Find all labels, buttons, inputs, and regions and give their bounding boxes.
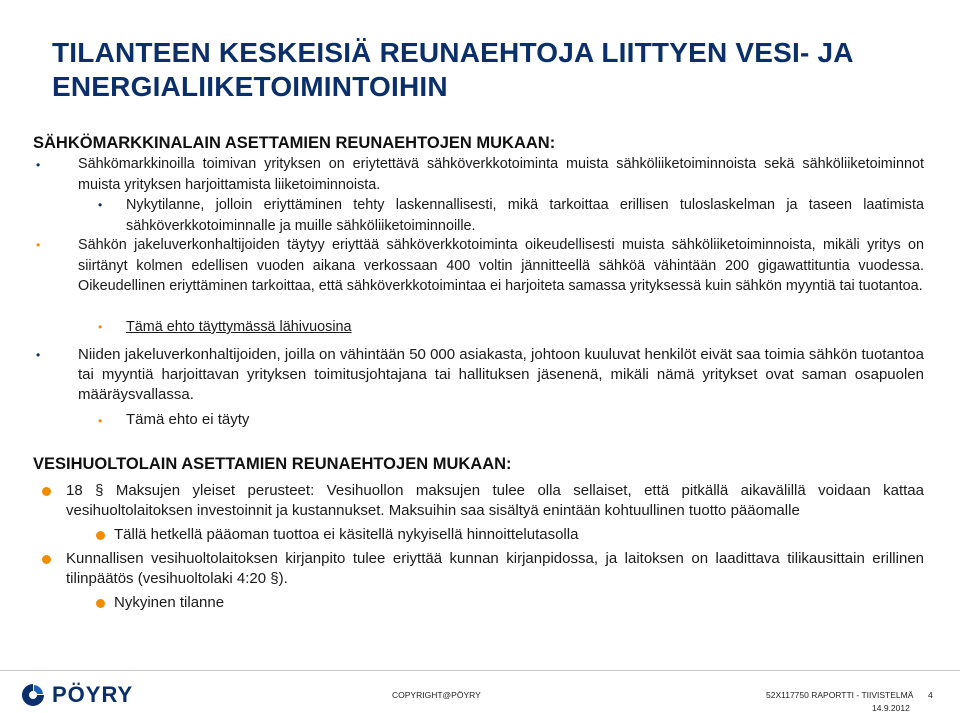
bullet-icon (42, 487, 51, 496)
paragraph-water-fees: 18 § Maksujen yleiset perusteet: Vesihuollon maksujen tulee olla sellaiset, että pitkällä aikavälillä voidaan kattaa vesihuoltolaitoksen investoinnit ja kustannukset. Maksuihin saa sisältyä enintään kohtuullinen tuotto pääomalle (66, 482, 924, 519)
paragraph-municipal-accounting: Kunnallisen vesihuoltolaitoksen kirjanpito tulee eriyttää kunnan kirjanpidossa, ja laitoksen on laadittava tilikausittain erillinen tilinpäätös (vesihuoltolaki 4:20 §). (66, 550, 924, 587)
section-heading-water: VESIHUOLTOLAIN ASETTAMIEN REUNAEHTOJEN MUKAAN: (33, 455, 512, 473)
paragraph-condition-near-future: Tämä ehto täyttymässä lähivuosina (126, 319, 352, 335)
paragraph-unbundling: Sähkömarkkinoilla toimivan yrityksen on eriytettävä sähköverkkotoiminta muista sähköliiketoiminnoista sekä sähköliiketoiminnot muista yrityksen harjoittamista liiketoiminnoista. (78, 156, 924, 193)
page-title: TILANTEEN KESKEISIÄ REUNAEHTOJA LIITTYEN VESI- JA ENERGIALIIKETOIMINTOIHIN (52, 37, 853, 102)
footer-date: 14.9.2012 (872, 703, 910, 713)
paragraph-condition-not-met: Tämä ehto ei täyty (126, 411, 250, 428)
bullet-icon: • (98, 198, 103, 212)
footer-copyright: COPYRIGHT@PÖYRY (392, 690, 481, 700)
paragraph-management-restrictions: Niiden jakeluverkonhaltijoiden, joilla on vähintään 50 000 asiakasta, johtoon kuuluvat henkilöt eivät saa toimia sähkön tuotantoa tai myyntiä harjoittavan yrityksen toimitusjohtajana tai hallituksen jäsenenä, mikäli nämä yritykset ovat saman osapuolen määräysvallassa. (78, 346, 924, 403)
logo-mark-icon (20, 682, 46, 708)
bullet-icon (42, 555, 51, 564)
bullet-icon: • (98, 414, 103, 428)
bullet-icon: • (98, 320, 103, 334)
poyry-logo (20, 681, 133, 709)
logo-wordmark: PÖYRY (52, 682, 134, 707)
paragraph-capital-return: Tällä hetkellä pääoman tuottoa ei käsitellä nykyisellä hinnoittelutasolla (114, 526, 579, 543)
section-heading-electricity: SÄHKÖMARKKINALAIN ASETTAMIEN REUNAEHTOJEN MUKAAN: (33, 134, 556, 152)
bullet-icon: • (36, 158, 41, 172)
bullet-icon (96, 531, 105, 540)
bullet-icon: • (36, 238, 41, 252)
paragraph-legal-unbundling: Sähkön jakeluverkonhaltijoiden täytyy eriyttää sähköverkkotoiminta oikeudellisesti muista sähköliiketoiminnoista, mikäli yritys on siirtänyt kolmen edellisen vuoden aikana verkossaan 400 voltin jännitteellä sähköä vähintään 200 gigawattituntia vuodessa. Oikeudellinen eriyttäminen tarkoittaa, että sähköverkkotoimintaa ei harjoiteta samassa yrityksessä kuin sähkön myyntiä tai tuotantoa. (78, 237, 924, 294)
footer-page-number: 4 (928, 690, 933, 700)
footer-divider (0, 670, 960, 671)
paragraph-current-situation: Nykytilanne, jolloin eriyttäminen tehty laskennallisesti, mikä tarkoittaa erillisen tuloslaskelman ja taseen laatimista sähköverkkotoiminnalle ja muille sähköliiketoiminnoille. (126, 197, 924, 234)
paragraph-current-state: Nykyinen tilanne (114, 594, 225, 611)
footer-report-id: 52X117750 RAPORTTI - TIIVISTELMÄ (766, 690, 914, 700)
bullet-icon: • (36, 348, 41, 362)
bullet-icon (96, 599, 105, 608)
